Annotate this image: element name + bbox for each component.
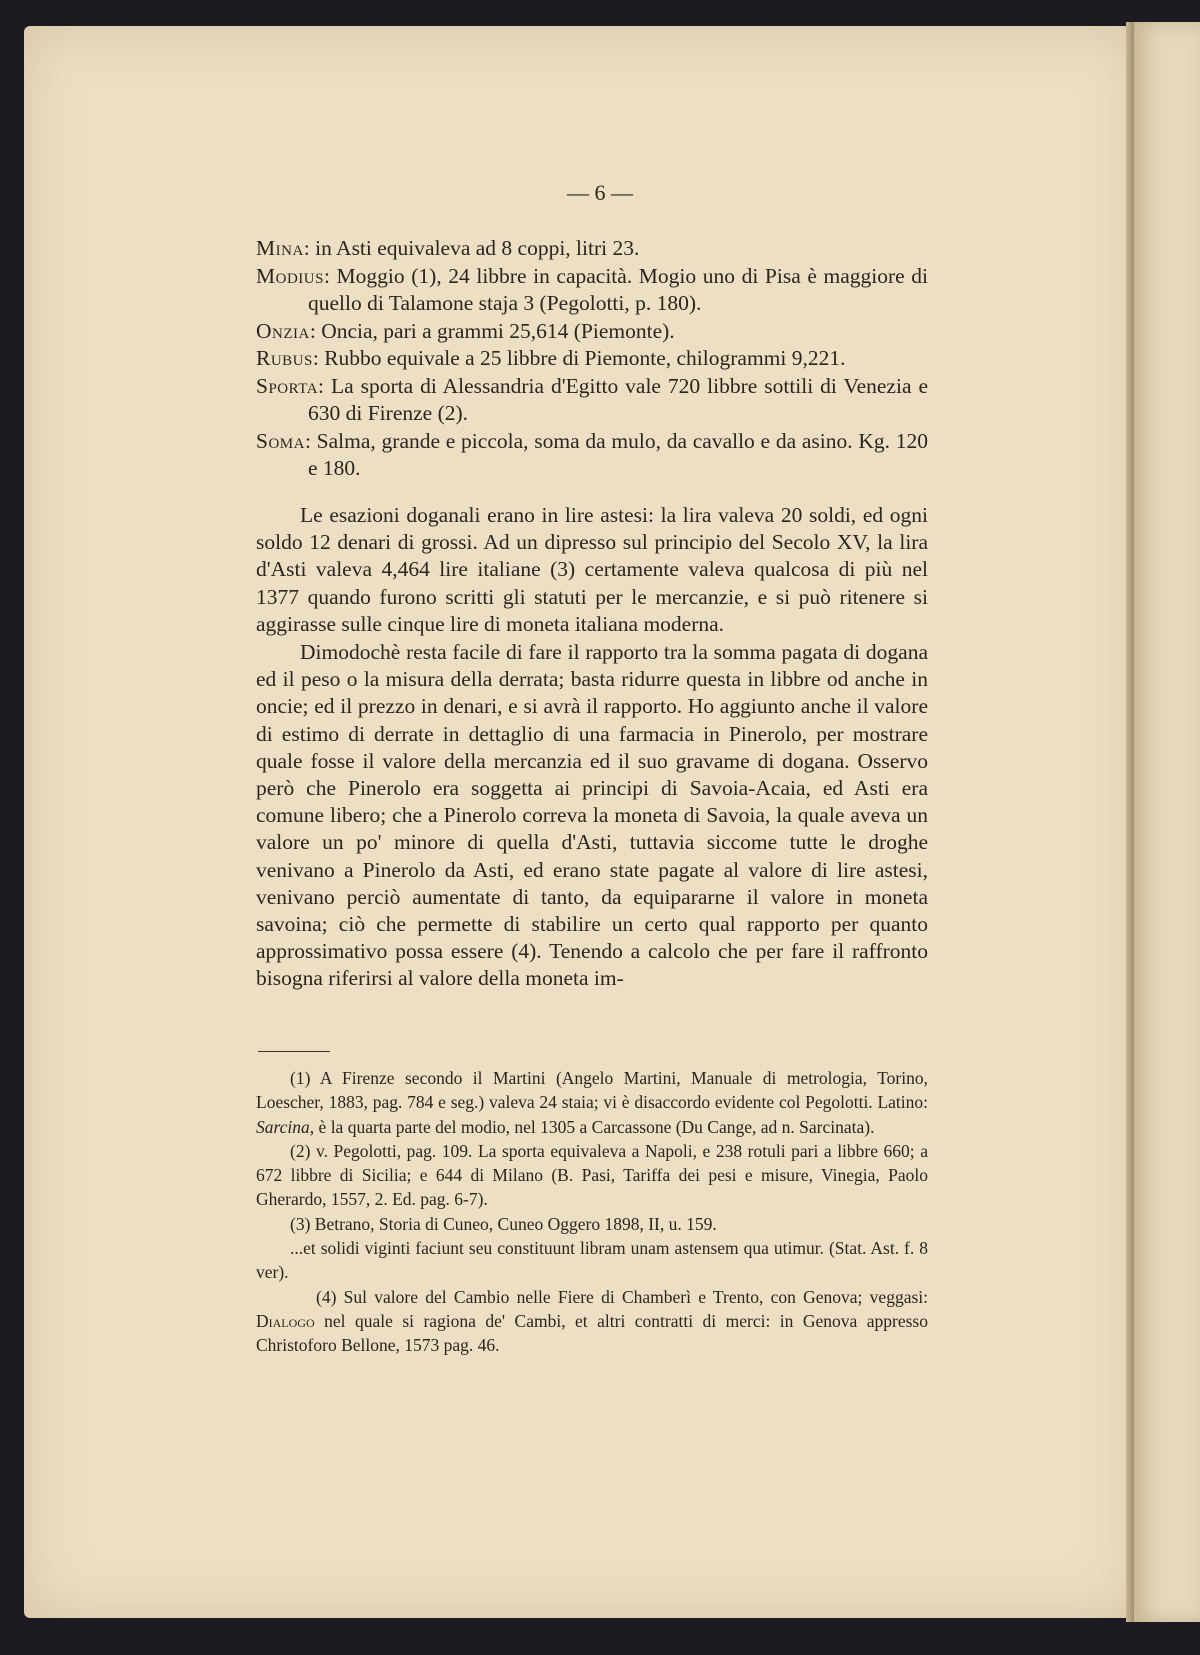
footnote-4-text: (4) Sul valore del Cambio nelle Fiere di Chamberì e Trento, con Genova; veggasi: xyxy=(316,1286,928,1307)
body-paragraph: Le esazioni doganali erano in lire astesi: la lira valeva 20 soldi, ed ogni soldo 12 denari di grossi. Ad un dipresso sul principio del Secolo XV, la lira d'Asti valeva 4,464 lire italiane (3) certamente valeva qualcosa di più nel 1377 quando furono scritti gli statuti per le mercanzie, e si può ritenere si aggirasse sulle cinque lire di moneta italiana moderna. xyxy=(256,503,928,636)
footnote-3-quote: ...et solidi viginti faciunt seu constituunt libram unam astensem qua utimur. (Stat. Ast. f. 8 ver). xyxy=(256,1238,928,1283)
body-text xyxy=(256,502,928,994)
glossary-entry xyxy=(256,428,928,483)
glossary-entry xyxy=(256,318,928,346)
glossary-entry xyxy=(256,345,928,373)
glossary-definition: : Salma, grande e piccola, soma da mulo, da cavallo e da asino. Kg. 120 e 180. xyxy=(304,428,928,480)
footnote-1-italic-term: Sarcina xyxy=(256,1116,310,1137)
glossary xyxy=(256,235,928,483)
next-page-edge xyxy=(1134,22,1200,1622)
footnote-1-text: (1) A Firenze secondo il Martini (Angelo Martini, Manuale di metrologia, Torino, Loescher, 1883, pag. 784 e seg.) valeva 24 staia; vi è disaccordo evidente col Pegolotti. Latino: xyxy=(256,1068,928,1113)
footnote-4 xyxy=(256,1285,928,1358)
page-fold xyxy=(1126,22,1134,1622)
glossary-definition: : Oncia, pari a grammi 25,614 (Piemonte). xyxy=(309,318,675,343)
glossary-term: Modius xyxy=(256,263,324,288)
glossary-term: Rubus xyxy=(256,346,313,370)
glossary-term: Onzia xyxy=(256,318,310,343)
glossary-definition: : Rubbo equivale a 25 libbre di Piemonte, chilogrammi 9,221. xyxy=(312,346,846,370)
glossary-term: Mina xyxy=(256,236,304,260)
body-paragraph: Dimodochè resta facile di fare il rapporto tra la somma pagata di dogana ed il peso o la misura della derrata; basta ridurre questa in libbre od anche in oncie; ed il prezzo in denari, e si avrà il rapporto. Ho aggiunto anche il valore di estimo di derrate in dettaglio di una farmacia in Pinerolo, per mostrare quale fosse il valore della mercanzia ed il suo gravame di dogana. Osservo però che Pinerolo era soggetta ai principi di Savoia-Acaia, ed Asti era comune libero; che a Pinerolo correva la moneta di Savoia, la quale aveva un valore un po' minore di quella d'Asti, tuttavia siccome tutte le droghe venivano a Pinerolo da Asti, ed erano state pagate al valore di lire astesi, venivano perciò aumentate di tanto, da equipararne il valore in moneta savoina; ciò che permette di stabilire un certo qual rapporto per quanto approssimativo possa essere (4). Tenendo a calcolo che per fare il raffronto bisogna riferirsi al valore della moneta im- xyxy=(256,640,928,991)
glossary-entry xyxy=(256,373,928,428)
glossary-definition: : La sporta di Alessandria d'Egitto vale 720 libbre sottili di Venezia e 630 di Firenze (2). xyxy=(308,373,928,425)
footnote-2: (2) v. Pegolotti, pag. 109. La sporta equivaleva a Napoli, e 238 rotuli pari a libbre 660; a 672 libbre di Sicilia; e 644 di Milano (B. Pasi, Tariffa dei pesi e misure, Vinegia, Paolo Gherardo, 1557, 2. Ed. pag. 6-7). xyxy=(256,1140,928,1210)
footnote-separator xyxy=(258,1051,330,1052)
page-number: — 6 — xyxy=(567,180,633,205)
glossary-definition: : in Asti equivaleva ad 8 coppi, litri 23. xyxy=(303,236,640,260)
glossary-term: Soma xyxy=(256,428,305,453)
footnote-3: (3) Betrano, Storia di Cuneo, Cuneo Oggero 1898, II, u. 159. xyxy=(290,1213,717,1234)
glossary-definition: : Moggio (1), 24 libbre in capacità. Mogio uno di Pisa è maggiore di quello di Talamone staja 3 (Pegolotti, p. 180). xyxy=(308,263,928,315)
glossary-term: Sporta xyxy=(256,373,319,398)
footnote-4-smallcaps-title: Dialogo xyxy=(256,1310,315,1331)
footnote-1 xyxy=(256,1066,928,1139)
footnote-4-text-end: nel quale si ragiona de' Cambi, et altri contratti di merci: in Genova appresso Christoforo Bellone, 1573 pag. 46. xyxy=(256,1310,928,1356)
footnotes xyxy=(256,1066,928,1358)
footnote-1-text-end: , è la quarta parte del modio, nel 1305 a Carcassone (Du Cange, ad n. Sarcinata). xyxy=(309,1116,875,1137)
glossary-entry xyxy=(256,235,928,263)
glossary-entry xyxy=(256,263,928,318)
